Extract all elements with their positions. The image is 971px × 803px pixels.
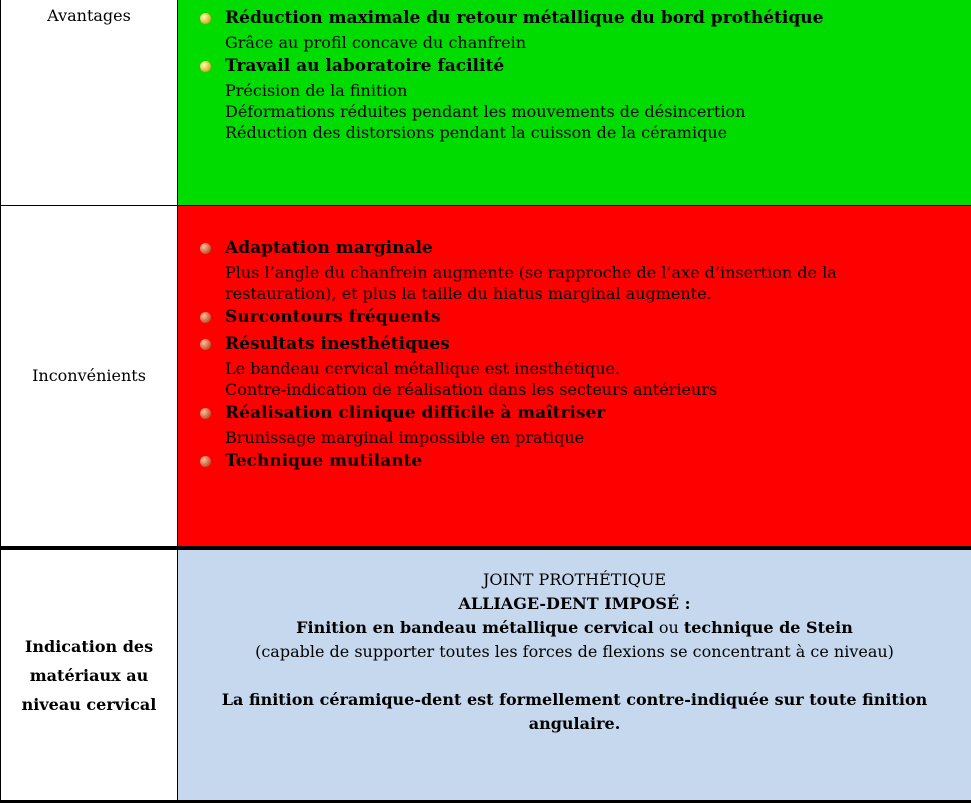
- list-item: [200, 331, 961, 400]
- list-item: [200, 400, 961, 448]
- avantages-list: [200, 5, 961, 143]
- item-title: Technique mutilante: [225, 451, 423, 471]
- finition-bold-2: technique de Stein: [683, 618, 853, 637]
- row-indication: [0, 550, 971, 803]
- item-line: Grâce au profil concave du chanfrein: [225, 33, 527, 52]
- item-title: Réduction maximale du retour métallique du bord prothétique: [225, 8, 824, 28]
- bullet-icon: [200, 13, 211, 24]
- finition-line: [178, 616, 971, 640]
- bullet-icon: [200, 408, 211, 419]
- label-line: niveau cervical: [21, 695, 157, 714]
- bullet-icon: [200, 339, 211, 350]
- inconvenients-list: [200, 235, 961, 475]
- bullet-icon: [200, 243, 211, 254]
- bullet-icon: [200, 61, 211, 72]
- label-indication: [1, 632, 177, 719]
- list-item: [200, 235, 961, 304]
- row-inconvenients: [0, 206, 971, 550]
- finition-ou: ou: [653, 618, 684, 637]
- list-item: [200, 304, 961, 331]
- list-item: [200, 53, 961, 143]
- label-avantages: Avantages: [47, 6, 131, 25]
- list-item: [200, 448, 961, 475]
- bullet-icon: [200, 456, 211, 467]
- item-line: Déformations réduites pendant les mouvements de désincertion: [225, 102, 746, 121]
- contre-line: angulaire.: [528, 714, 621, 733]
- item-title: Adaptation marginale: [225, 238, 433, 258]
- item-line: Plus l’angle du chanfrein augmente (se rapproche de l’axe d’insertion de la: [225, 263, 837, 282]
- content-cell-avantages: [178, 0, 971, 205]
- label-line: Indication des: [24, 637, 154, 656]
- row-avantages: [0, 0, 971, 206]
- item-line: Précision de la finition: [225, 81, 408, 100]
- item-line: restauration), et plus la taille du hiatus marginal augmente.: [225, 284, 712, 303]
- bullet-icon: [200, 312, 211, 323]
- label-cell-avantages: [0, 0, 178, 205]
- item-line: Brunissage marginal impossible en pratique: [225, 428, 585, 447]
- joint-title: JOINT PROTHÉTIQUE: [482, 570, 667, 589]
- item-title: Travail au laboratoire facilité: [225, 56, 505, 76]
- capable-line: (capable de supporter toutes les forces de flexions se concentrant à ce niveau): [255, 642, 894, 661]
- item-title: Réalisation clinique difficile à maîtriser: [225, 403, 606, 423]
- item-title: Résultats inesthétiques: [225, 334, 450, 354]
- label-line: matériaux au: [29, 666, 149, 685]
- item-title: Surcontours fréquents: [225, 307, 441, 327]
- finition-bold-1: Finition en bandeau métallique cervical: [296, 618, 654, 637]
- item-line: Le bandeau cervical métallique est inesthétique.: [225, 359, 621, 378]
- content-cell-inconvenients: [178, 206, 971, 546]
- item-line: Contre-indication de réalisation dans les secteurs antérieurs: [225, 380, 718, 399]
- label-cell-inconvenients: [0, 206, 178, 546]
- alliage-title: ALLIAGE-DENT IMPOSÉ :: [458, 594, 691, 613]
- label-cell-indication: [0, 550, 178, 800]
- item-line: Réduction des distorsions pendant la cuisson de la céramique: [225, 123, 728, 142]
- indication-text: [178, 568, 971, 736]
- list-item: [200, 5, 961, 53]
- spacer: [178, 664, 971, 688]
- content-cell-indication: [178, 550, 971, 800]
- label-inconvenients: Inconvénients: [32, 366, 146, 385]
- contre-line: La finition céramique-dent est formellement contre-indiquée sur toute finition: [221, 690, 928, 709]
